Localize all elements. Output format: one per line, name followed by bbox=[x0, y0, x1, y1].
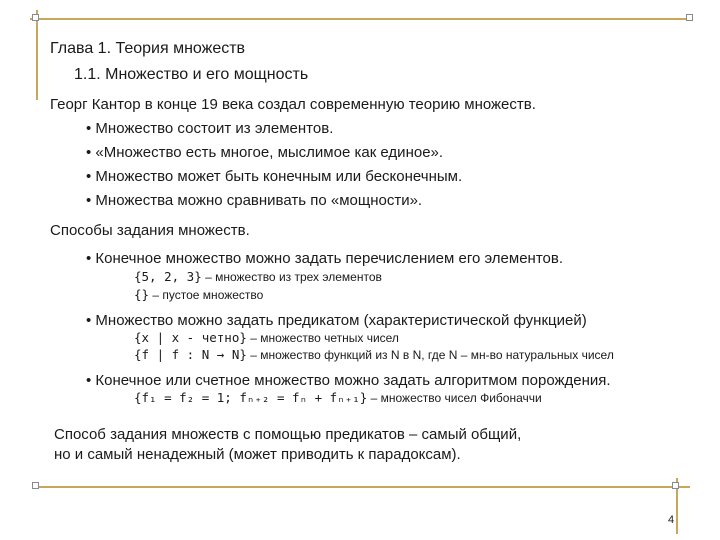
example-code: {f | f : N → N} bbox=[134, 347, 247, 362]
top-rule bbox=[30, 18, 690, 20]
example-code: {x | x - четно} bbox=[134, 330, 247, 345]
method-1-example-1 bbox=[134, 269, 382, 284]
bullet-1: • Множество состоит из элементов. bbox=[86, 120, 334, 137]
method-1-example-2 bbox=[134, 287, 263, 302]
example-desc: – пустое множество bbox=[149, 288, 264, 302]
methods-heading: Способы задания множеств. bbox=[50, 222, 250, 239]
method-3-example bbox=[134, 390, 542, 405]
corner-marker-top-left bbox=[32, 14, 39, 21]
bullet-4: • Множества можно сравнивать по «мощности». bbox=[86, 192, 423, 209]
example-desc: – множество четных чисел bbox=[246, 331, 399, 345]
corner-marker-top-right bbox=[686, 14, 693, 21]
example-code: {f₁ = f₂ = 1; fₙ₊₂ = fₙ + fₙ₊₁} bbox=[134, 390, 368, 405]
bullet-3: • Множество может быть конечным или бесконечным. bbox=[86, 168, 463, 185]
bottom-rule bbox=[36, 486, 690, 488]
page-number: 4 bbox=[668, 514, 675, 526]
method-1-text: • Конечное множество можно задать перечислением его элементов. bbox=[86, 250, 564, 267]
method-2-example-2 bbox=[134, 347, 614, 362]
corner-marker-bottom-right bbox=[672, 482, 679, 489]
bullet-2: • «Множество есть многое, мыслимое как единое». bbox=[86, 144, 444, 161]
intro-text: Георг Кантор в конце 19 века создал современную теорию множеств. bbox=[50, 96, 536, 113]
method-2-text: • Множество можно задать предикатом (характеристической функцией) bbox=[86, 312, 587, 329]
section-title: 1.1. Множество и его мощность bbox=[74, 66, 309, 83]
conclusion-line-2: но и самый ненадежный (может приводить к парадоксам). bbox=[54, 446, 461, 463]
corner-marker-bottom-left bbox=[32, 482, 39, 489]
example-desc: – множество из трех элементов bbox=[201, 270, 382, 284]
left-rule bbox=[36, 10, 38, 100]
page-title: Глава 1. Теория множеств bbox=[50, 40, 246, 57]
example-desc: – множество чисел Фибоначчи bbox=[367, 391, 542, 405]
method-2-example-1 bbox=[134, 330, 399, 345]
example-desc: – множество функций из N в N, где N – мн-во натуральных чисел bbox=[246, 348, 614, 362]
conclusion-line-1: Способ задания множеств с помощью предикатов – самый общий, bbox=[54, 426, 522, 443]
example-code: {5, 2, 3} bbox=[134, 269, 202, 284]
example-code: {} bbox=[134, 287, 150, 302]
method-3-text: • Конечное или счетное множество можно задать алгоритмом порождения. bbox=[86, 372, 611, 389]
